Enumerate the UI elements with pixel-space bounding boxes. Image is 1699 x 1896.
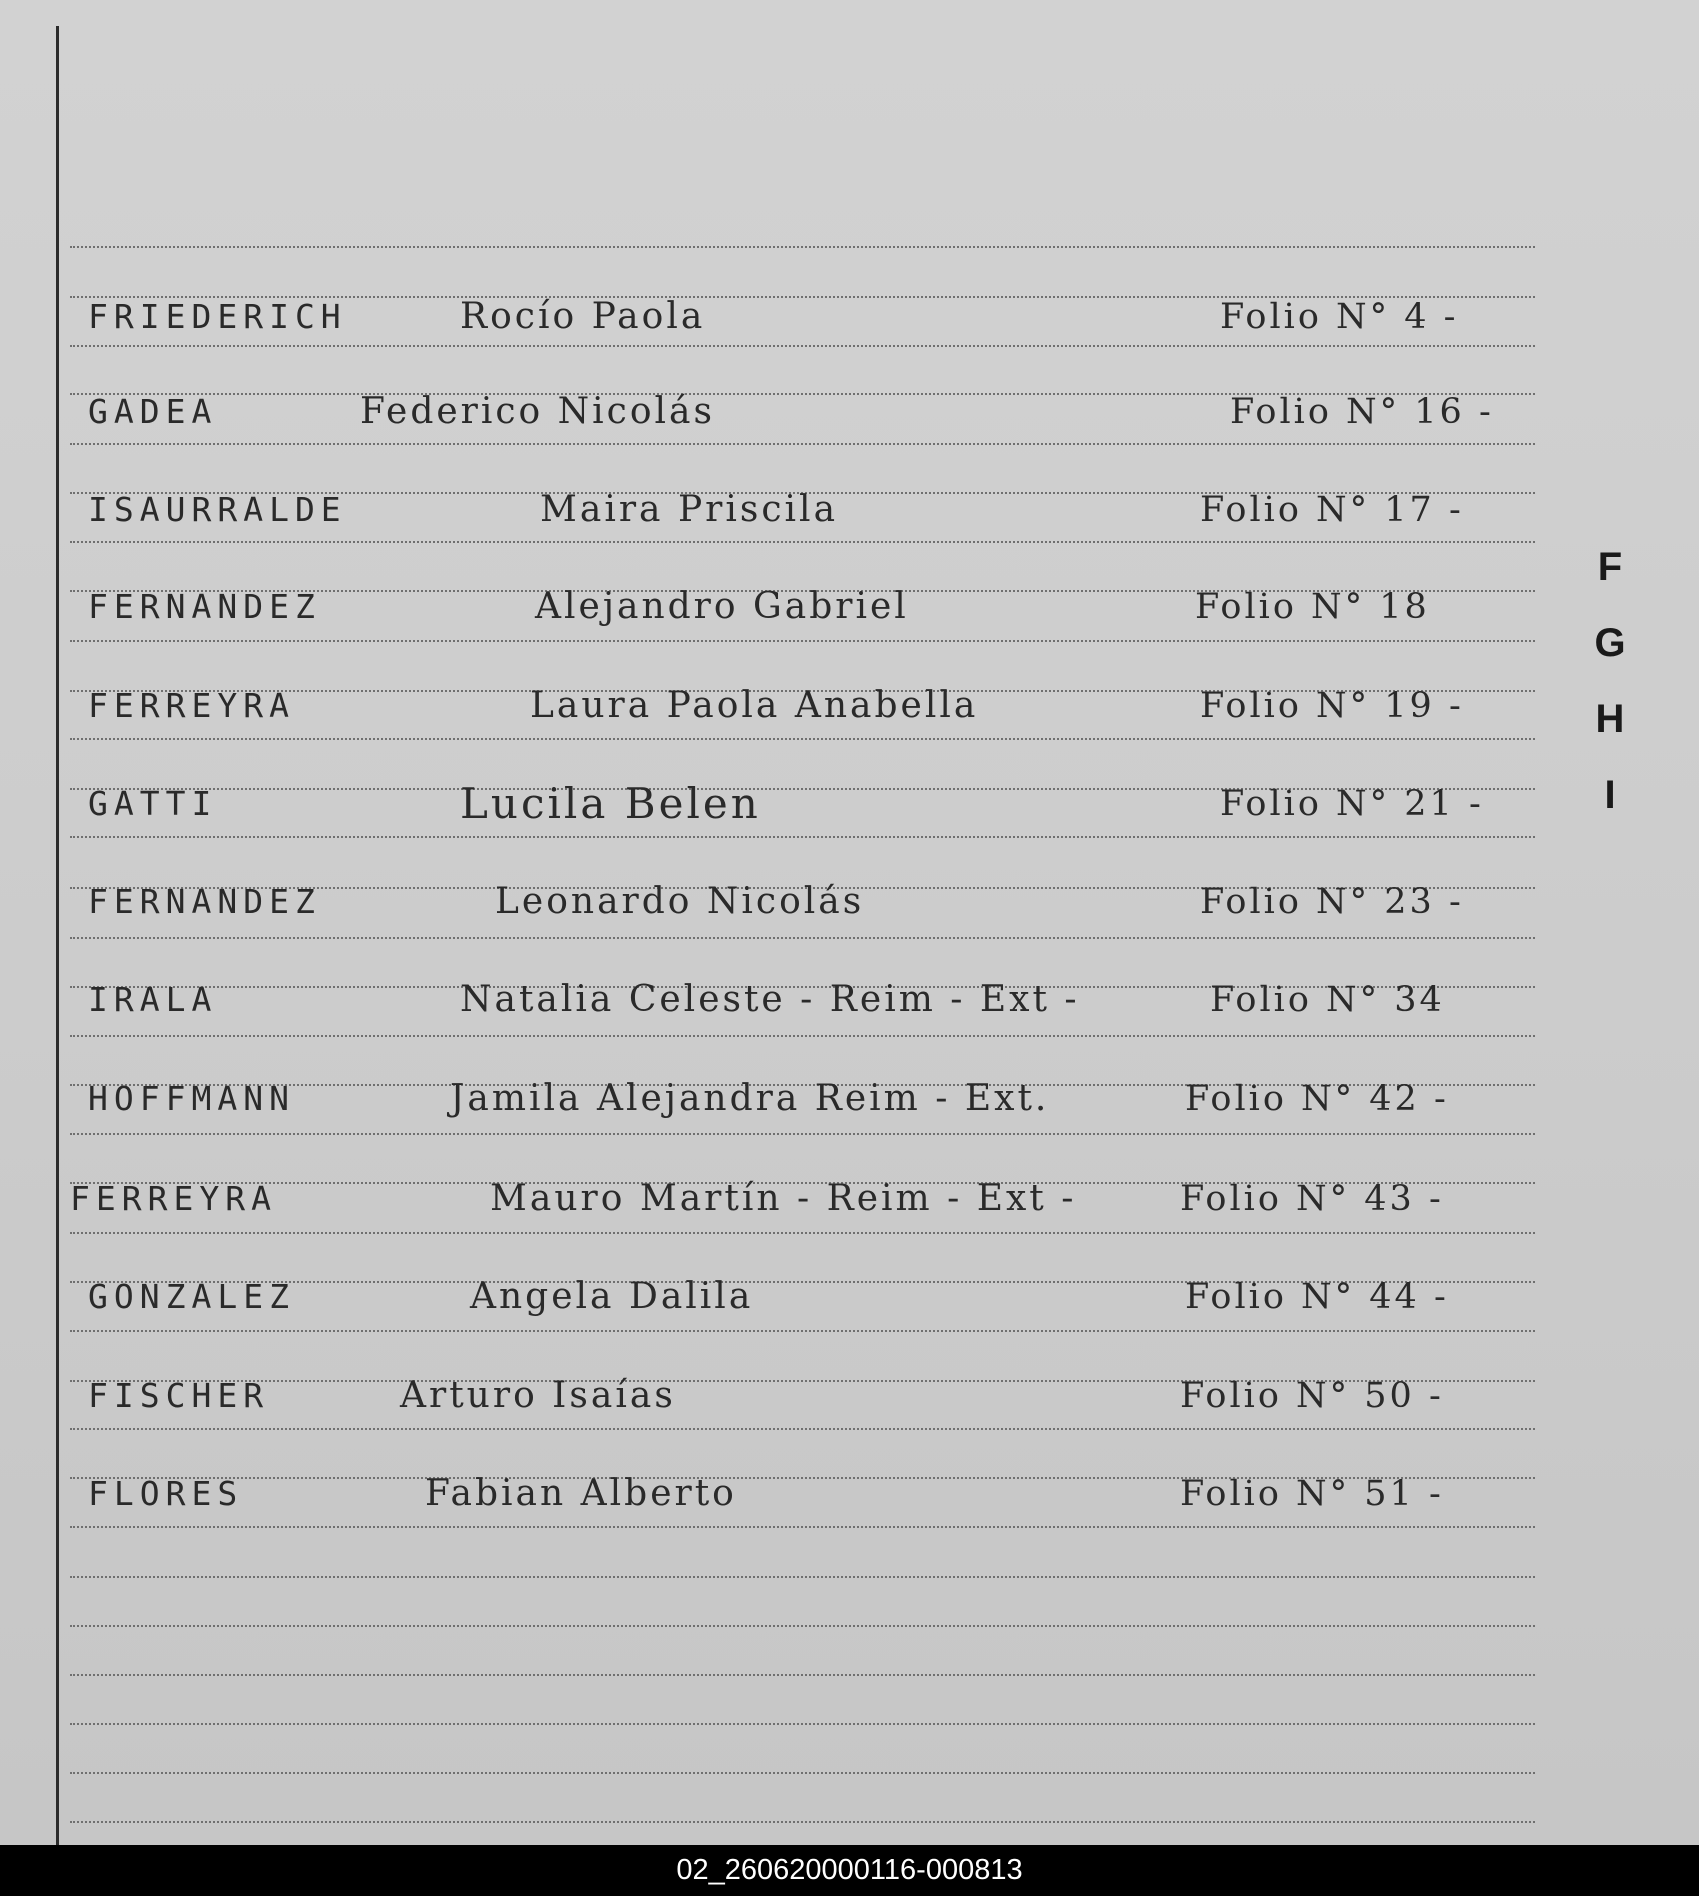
list-item bbox=[70, 770, 1550, 830]
ruled-line bbox=[70, 1625, 1535, 1627]
entry-given-names: Natalia Celeste - Reim - Ext - bbox=[460, 979, 1080, 1020]
list-item bbox=[70, 283, 1550, 343]
index-letter: F bbox=[1597, 545, 1623, 589]
entry-folio: Folio N° 42 - bbox=[1185, 1079, 1449, 1119]
ruled-line bbox=[70, 1576, 1535, 1578]
margin-line bbox=[56, 26, 59, 1845]
list-item bbox=[70, 1263, 1550, 1323]
ruled-line bbox=[70, 345, 1535, 347]
ruled-line bbox=[70, 1526, 1535, 1528]
list-item bbox=[70, 476, 1550, 536]
list-item bbox=[70, 1460, 1550, 1520]
ruled-line bbox=[70, 1428, 1535, 1430]
entry-folio: Folio N° 4 - bbox=[1220, 297, 1459, 337]
list-item bbox=[70, 966, 1550, 1026]
entry-given-names: Jamila Alejandra Reim - Ext. bbox=[450, 1078, 1050, 1119]
entry-surname: FERREYRA bbox=[70, 1179, 277, 1218]
list-item bbox=[70, 573, 1550, 633]
ruled-line bbox=[70, 738, 1535, 740]
entry-given-names: Fabian Alberto bbox=[425, 1473, 737, 1514]
list-item bbox=[70, 868, 1550, 928]
entry-folio: Folio N° 17 - bbox=[1200, 490, 1464, 530]
entry-folio: Folio N° 43 - bbox=[1180, 1179, 1444, 1219]
entry-surname: FISCHER bbox=[88, 1376, 270, 1415]
entry-surname: GONZALEZ bbox=[88, 1277, 295, 1316]
entry-folio: Folio N° 51 - bbox=[1180, 1474, 1444, 1514]
entry-given-names: Leonardo Nicolás bbox=[495, 881, 865, 922]
entry-surname: FERNANDEZ bbox=[88, 587, 321, 626]
entry-surname: FRIEDERICH bbox=[88, 297, 347, 336]
entry-given-names: Laura Paola Anabella bbox=[530, 685, 979, 726]
ruled-line bbox=[70, 640, 1535, 642]
entry-folio: Folio N° 16 - bbox=[1230, 392, 1494, 432]
entry-surname: GADEA bbox=[88, 392, 218, 431]
list-item bbox=[70, 672, 1550, 732]
entry-surname: HOFFMANN bbox=[88, 1079, 295, 1118]
entry-given-names: Federico Nicolás bbox=[360, 391, 715, 432]
entry-given-names: Lucila Belen bbox=[460, 779, 761, 828]
entry-given-names: Angela Dalila bbox=[470, 1276, 754, 1317]
list-item bbox=[70, 1362, 1550, 1422]
entry-folio: Folio N° 18 bbox=[1195, 587, 1430, 627]
entry-folio: Folio N° 50 - bbox=[1180, 1376, 1444, 1416]
ruled-line bbox=[70, 836, 1535, 838]
index-letter: G bbox=[1594, 621, 1626, 665]
entry-folio: Folio N° 44 - bbox=[1185, 1277, 1449, 1317]
image-id-footer: 02_260620000116-000813 bbox=[0, 1845, 1699, 1896]
entry-folio: Folio N° 23 - bbox=[1200, 882, 1464, 922]
ruled-line bbox=[70, 1772, 1535, 1774]
entry-given-names: Rocío Paola bbox=[460, 296, 706, 337]
entry-given-names: Arturo Isaías bbox=[400, 1375, 676, 1416]
entry-folio: Folio N° 34 bbox=[1210, 980, 1445, 1020]
list-item bbox=[70, 1165, 1550, 1225]
ruled-line bbox=[70, 1330, 1535, 1332]
entry-surname: FERREYRA bbox=[88, 686, 295, 725]
ruled-line bbox=[70, 443, 1535, 445]
entry-surname: ISAURRALDE bbox=[88, 490, 347, 529]
ruled-line bbox=[70, 1035, 1535, 1037]
entry-surname: FLORES bbox=[88, 1474, 244, 1513]
ruled-line bbox=[70, 1674, 1535, 1676]
entry-surname: IRALA bbox=[88, 980, 218, 1019]
list-item bbox=[70, 378, 1550, 438]
ruled-line bbox=[70, 1133, 1535, 1135]
entry-surname: GATTI bbox=[88, 784, 218, 823]
entry-given-names: Alejandro Gabriel bbox=[535, 586, 909, 627]
index-letter: H bbox=[1595, 697, 1625, 741]
entry-given-names: Maira Priscila bbox=[540, 489, 839, 530]
entry-given-names: Mauro Martín - Reim - Ext - bbox=[490, 1178, 1077, 1219]
list-item bbox=[70, 1065, 1550, 1125]
index-letter: I bbox=[1604, 773, 1616, 817]
ruled-line bbox=[70, 1821, 1535, 1823]
ruled-line bbox=[70, 1232, 1535, 1234]
entry-surname: FERNANDEZ bbox=[88, 882, 321, 921]
ruled-line bbox=[70, 1723, 1535, 1725]
index-tabs bbox=[1585, 545, 1635, 849]
entry-folio: Folio N° 19 - bbox=[1200, 686, 1464, 726]
ruled-line bbox=[70, 246, 1535, 248]
entry-folio: Folio N° 21 - bbox=[1220, 784, 1484, 824]
ruled-line bbox=[70, 541, 1535, 543]
ruled-line bbox=[70, 937, 1535, 939]
